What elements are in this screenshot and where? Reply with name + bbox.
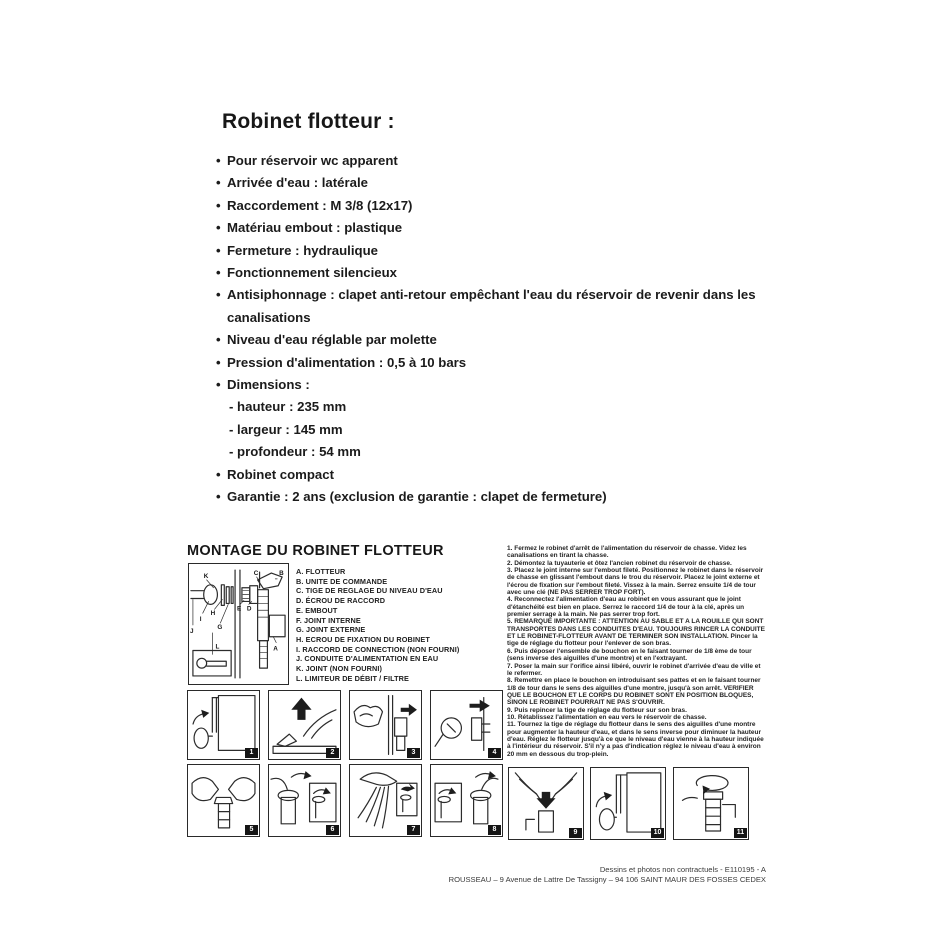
- step-image-10: [590, 767, 666, 840]
- step-number-badge: 9: [569, 828, 582, 838]
- spec-item: [216, 284, 778, 329]
- part-item: H. ECROU DE FIXATION DU ROBINET: [296, 634, 430, 644]
- diagram-label-c: C: [253, 569, 259, 577]
- spec-item: [216, 240, 778, 262]
- step-number-badge: 3: [407, 748, 420, 758]
- spec-item: [216, 150, 778, 172]
- step-image-4: [430, 690, 503, 760]
- diagram-label-h: H: [210, 610, 216, 618]
- part-item: E. EMBOUT: [296, 605, 338, 615]
- instruction-step: 2. Démontez la tuyauterie et ôtez l'ancien robinet du réservoir de chasse.: [507, 559, 732, 567]
- spec-item: [216, 217, 778, 239]
- parts-legend: [296, 567, 501, 683]
- step-image-8: [430, 764, 503, 837]
- spec-text: Fermeture : hydraulique: [227, 242, 378, 258]
- spec-item: [216, 195, 778, 217]
- part-item: D. ÉCROU DE RACCORD: [296, 596, 386, 606]
- spec-item: [216, 262, 778, 284]
- spec-text: Pression d'alimentation : 0,5 à 10 bars: [227, 354, 467, 370]
- step-number-badge: 10: [651, 828, 664, 838]
- bullet-icon: •: [216, 354, 221, 370]
- instruction-step: 9. Puis repincer la tige de réglage du flotteur sur son bras.: [507, 706, 687, 714]
- footer-address-line: ROUSSEAU – 9 Avenue de Lattre De Tassigny – 94 106 SAINT MAUR DES FOSSES CEDEX: [448, 874, 766, 884]
- step-number-badge: 6: [326, 825, 339, 835]
- step-image-5: [187, 764, 260, 837]
- spec-subitem: [216, 396, 778, 418]
- footer-reference-line: Dessins et photos non contractuels - E110195 - A: [599, 865, 766, 874]
- step-image-1: [187, 690, 260, 760]
- spec-text: Antisiphonnage : clapet anti-retour empêchant l'eau du réservoir de revenir dans les canalisations: [227, 287, 756, 325]
- diagram-label-d: D: [246, 605, 252, 613]
- step-number-badge: 1: [245, 748, 258, 758]
- spec-text: Fonctionnement silencieux: [227, 265, 398, 281]
- step-number-badge: 2: [326, 748, 339, 758]
- step-number-badge: 11: [734, 828, 747, 838]
- instruction-list: [507, 545, 766, 758]
- part-item: F. JOINT INTERNE: [296, 615, 361, 625]
- bullet-icon: •: [216, 377, 221, 393]
- exploded-diagram-drawing: [189, 564, 288, 684]
- part-item: L. LIMITEUR DE DÉBIT / FILTRE: [296, 673, 410, 683]
- instruction-step: 6. Puis déposer l'ensemble de bouchon en le faisant tourner de 1/8 ème de tour (sens inverse des aiguilles d'une montre) et en l'extrayant.: [507, 647, 752, 663]
- part-item: K. JOINT (NON FOURNI): [296, 664, 383, 674]
- step-image-11: [673, 767, 749, 840]
- step-image-3: [349, 690, 422, 760]
- instruction-step: 8. Remettre en place le bouchon en introduisant ses pattes et en le faisant tourner 1/8 de tour dans le sens des aiguilles d'une montre, jusqu'à son arrêt. VERIFIER QUE LE BOUCHON ET LE CORPS DU ROBINET SONT EN POSITION BLOQUES, SINON LE ROBINET POURRAIT NE PAS S'OUVRIR.: [507, 677, 761, 707]
- part-item: I. RACCORD DE CONNECTION (NON FOURNI): [296, 644, 460, 654]
- bullet-icon: •: [216, 242, 221, 258]
- spec-text: Matériau embout : plastique: [227, 220, 403, 236]
- part-item: B. UNITE DE COMMANDE: [296, 576, 388, 586]
- bullet-icon: •: [216, 466, 221, 482]
- spec-text: - largeur : 145 mm: [229, 421, 343, 437]
- instruction-step: 3. Placez le joint interne sur l'embout fileté. Positionnez le robinet dans le réservoir de chasse en glissant l'embout dans le trou du réservoir. Placez le joint externe et l'écrou de fixation sur l'embout fileté. Vissez à la main. Serrez ensuite 1/4 de tour avec une clé (NE PAS SERRER TROP FORT).: [507, 567, 764, 597]
- bullet-icon: •: [216, 197, 221, 213]
- step-number-badge: 4: [488, 748, 501, 758]
- montage-section-title: MONTAGE DU ROBINET FLOTTEUR: [187, 543, 444, 559]
- instruction-step: 11. Tournez la tige de réglage du flotteur dans le sens des aiguilles d'une montre pour augmenter la hauteur d'eau, et dans le sens inverse pour diminuer la hauteur d'eau. Réglez le flotteur jusqu'à ce que le niveau d'eau vienne à la hauteur indiquée à l'intérieur du réservoir. S'il n'y a pas d'indication réglez le niveau d'eau à environ 20 mm en dessous du trop-plein.: [507, 721, 764, 758]
- spec-text: Pour réservoir wc apparent: [227, 153, 398, 168]
- diagram-label-i: I: [199, 616, 202, 624]
- exploded-diagram: [188, 563, 289, 685]
- diagram-label-k: K: [203, 572, 209, 580]
- instruction-step: 5. REMARQUE IMPORTANTE : ATTENTION AU SABLE ET A LA ROUILLE QUI SONT TRANSPORTES DANS LES CONDUITES D'EAU. TOUJOURS RINCER LA CONDUITE ET LE ROBINET-FLOTTEUR AVANT DE TERMINER SON INSTALLATION. Pincer la tige de réglage du flotteur pour l'enlever de son bras.: [507, 618, 765, 648]
- step-image-2: [268, 690, 341, 760]
- spec-text: Robinet compact: [227, 466, 334, 482]
- spec-text: Niveau d'eau réglable par molette: [227, 332, 437, 348]
- spec-text: Raccordement : M 3/8 (12x17): [227, 197, 413, 213]
- spec-text: - hauteur : 235 mm: [229, 399, 347, 415]
- diagram-label-a: A: [273, 645, 278, 653]
- spec-text: Dimensions :: [227, 377, 310, 393]
- part-item: A. FLOTTEUR: [296, 567, 346, 576]
- spec-item: [216, 352, 778, 374]
- bullet-icon: •: [216, 153, 221, 168]
- instruction-step: 1. Fermez le robinet d'arrêt de l'alimentation du réservoir de chasse. Videz les canalisations en tirant la chasse.: [507, 545, 747, 560]
- diagram-label-g: G: [217, 623, 223, 631]
- spec-item: [216, 486, 778, 508]
- step-image-9: [508, 767, 584, 840]
- bullet-icon: •: [216, 265, 221, 281]
- instruction-step: 7. Poser la main sur l'orifice ainsi libéré, ouvrir le robinet d'arrivée d'eau de ville et le refermer.: [507, 662, 761, 677]
- spec-list: [216, 150, 778, 509]
- spec-item: [216, 329, 778, 351]
- spec-text: - profondeur : 54 mm: [229, 444, 361, 460]
- spec-item: [216, 464, 778, 486]
- spec-text: Arrivée d'eau : latérale: [227, 175, 368, 191]
- spec-subitem: [216, 419, 778, 441]
- step-number-badge: 7: [407, 825, 420, 835]
- spec-text: Garantie : 2 ans (exclusion de garantie : clapet de fermeture): [227, 489, 607, 505]
- page-title: Robinet flotteur :: [222, 110, 395, 133]
- part-item: J. CONDUITE D'ALIMENTATION EN EAU: [296, 654, 439, 664]
- part-item: G. JOINT EXTERNE: [296, 625, 366, 635]
- step-number-badge: 8: [488, 825, 501, 835]
- spec-subitem: [216, 441, 778, 463]
- bullet-icon: •: [216, 220, 221, 236]
- step-image-6: [268, 764, 341, 837]
- step-image-7: [349, 764, 422, 837]
- instruction-step: 4. Reconnectez l'alimentation d'eau au robinet en vous assurant que le joint d'étanchéité est bien en place. Serrez le raccord 1/4 de tour à la clé, après un premier serrage à la main. Ne pas serrer trop fort.: [507, 596, 745, 619]
- diagram-label-l: L: [215, 643, 220, 651]
- spec-item: [216, 374, 778, 396]
- bullet-icon: •: [216, 287, 221, 303]
- part-item: C. TIGE DE REGLAGE DU NIVEAU D'EAU: [296, 586, 443, 596]
- instruction-step: 10. Rétablissez l'alimentation en eau vers le réservoir de chasse.: [507, 713, 707, 721]
- diagram-label-b: B: [279, 569, 284, 577]
- diagram-label-j: J: [189, 627, 194, 635]
- bullet-icon: •: [216, 175, 221, 191]
- footer: [400, 865, 766, 884]
- diagram-label-e: E: [237, 605, 242, 613]
- bullet-icon: •: [216, 332, 221, 348]
- step-number-badge: 5: [245, 825, 258, 835]
- bullet-icon: •: [216, 489, 221, 505]
- spec-item: [216, 172, 778, 194]
